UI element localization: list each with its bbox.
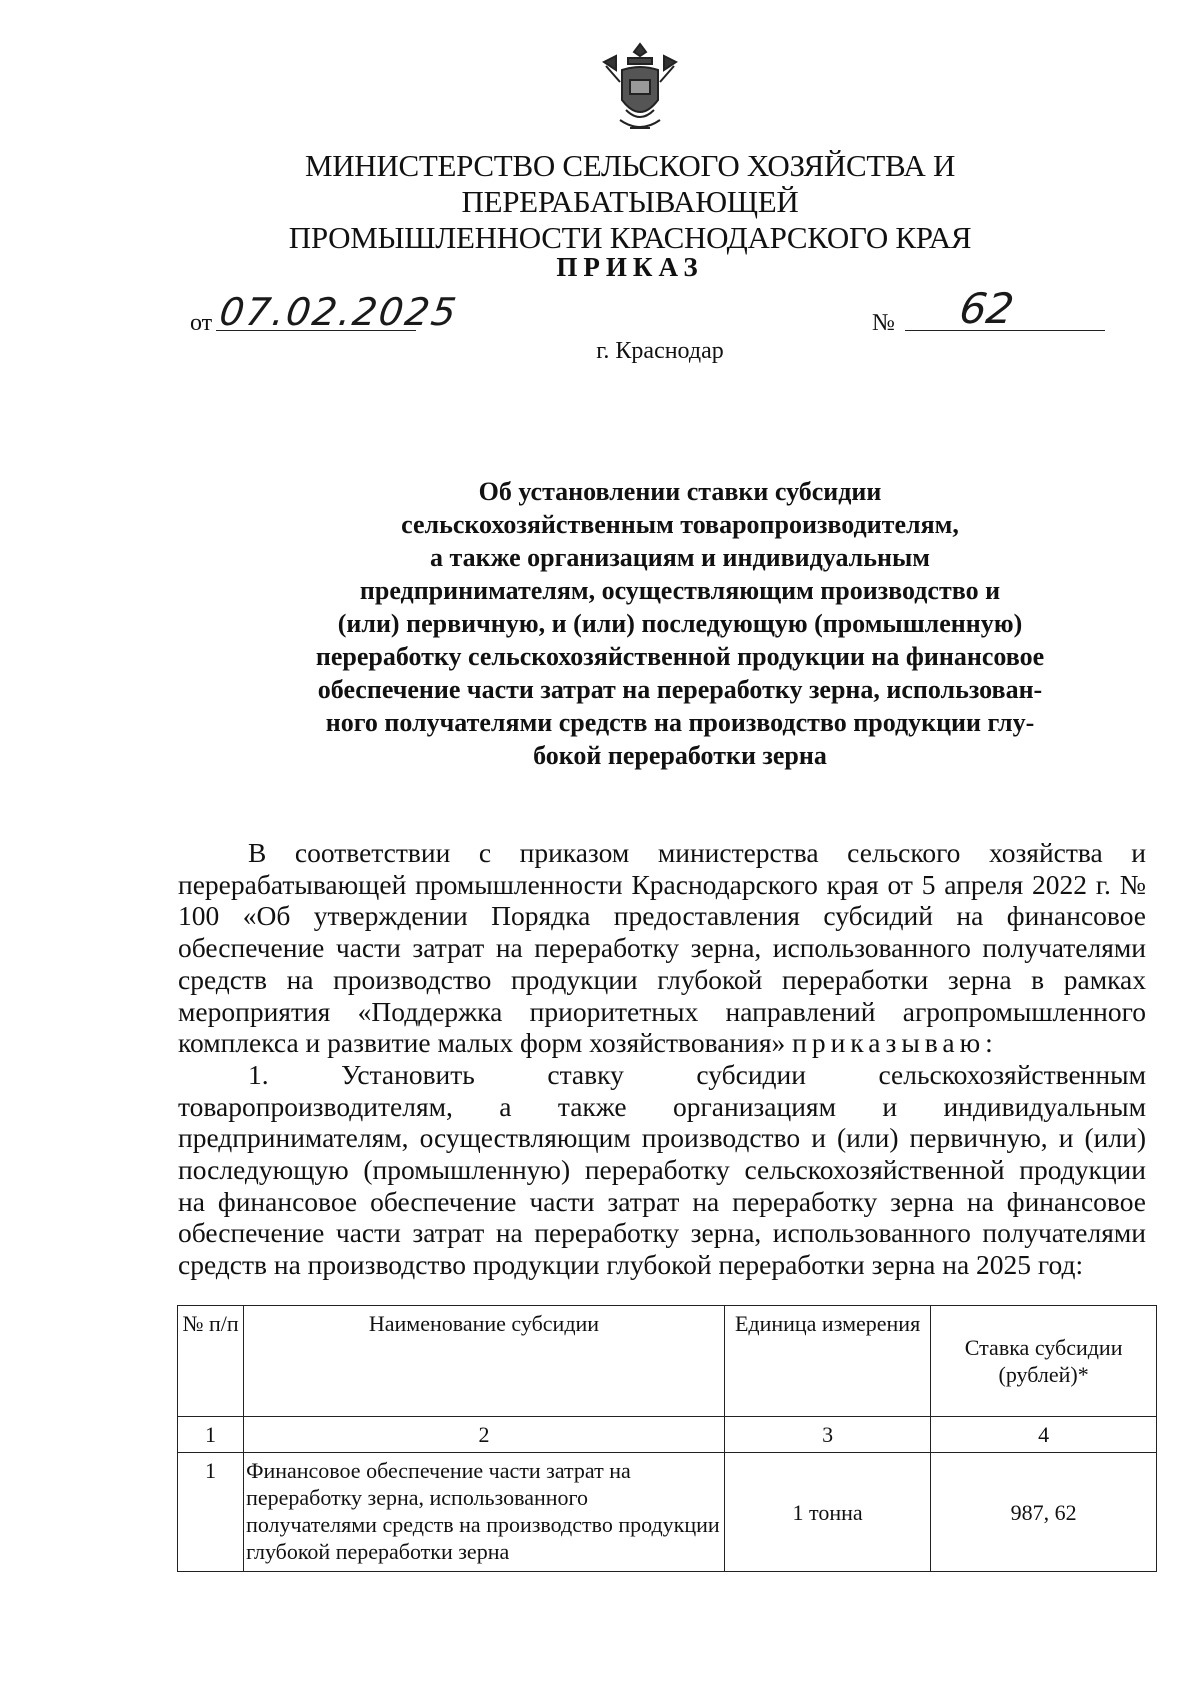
paragraph-preamble [178, 837, 1146, 1059]
number-handwritten: 62 [956, 284, 1017, 333]
header-cell-unit: Единица измерения [724, 1306, 930, 1417]
header-cell-number: № п/п [178, 1306, 244, 1417]
date-handwritten: 07.02.2025 [216, 290, 461, 334]
document-body [178, 837, 1146, 1281]
city: г. Краснодар [596, 338, 724, 364]
ministry-line-2: ПРОМЫШЛЕННОСТИ КРАСНОДАРСКОГО КРАЯ [288, 220, 972, 255]
title-line: переработку сельскохозяйственной продукции на финансовое [315, 642, 1045, 671]
row-number: 1 [178, 1453, 244, 1572]
title-line: Об установлении ставки субсидии [478, 477, 882, 506]
table-header-row [178, 1306, 1157, 1417]
column-number: 3 [724, 1417, 930, 1453]
table-column-number-row [178, 1417, 1157, 1453]
row-subsidy-name: Финансовое обеспечение части затрат на переработку зерна, использованного получателями средств на производство продукции глубокой переработки зерна [244, 1453, 725, 1572]
title-line: обеспечение части затрат на переработку зерна, использован- [317, 675, 1043, 704]
header-cell-rate: Ставка субсидии (рублей)* [931, 1306, 1157, 1417]
subsidy-rate-table [177, 1305, 1157, 1572]
title-line: а также организациям и индивидуальным [430, 543, 930, 572]
document-title [250, 475, 1110, 772]
paragraph-item-1: 1. Установить ставку субсидии сельскохозяйственным товаропроизводителям, а также организациям и индивидуальным предпринимателям, осуществляющим производство и (или) первичную, и (или) последующую (промышленную) переработку сельскохозяйственной продукции на финансовое обеспечение части затрат на переработку зерна на финансовое обеспечение части затрат на переработку зерна, использованного получателями средств на производство продукции глубокой переработки зерна на 2025 год: [178, 1058, 1146, 1281]
date-label: от [190, 310, 213, 336]
title-line: (или) первичную, и (или) последующую (промышленную) [337, 609, 1023, 638]
column-number: 4 [931, 1417, 1157, 1453]
row-rate: 987, 62 [931, 1453, 1157, 1572]
column-number: 2 [244, 1417, 725, 1453]
number-label: № [872, 310, 895, 336]
ministry-name [150, 148, 1110, 256]
document-type: ПРИКАЗ [556, 252, 704, 282]
title-line: бокой переработки зерна [533, 741, 827, 770]
table-row [178, 1453, 1157, 1572]
column-number: 1 [178, 1417, 244, 1453]
title-line: сельскохозяйственным товаропроизводителям, [401, 510, 959, 539]
title-line: предпринимателям, осуществляющим производство и [359, 576, 1001, 605]
row-unit: 1 тонна [724, 1453, 930, 1572]
preamble-text: В соответствии с приказом министерства сельского хозяйства и перерабатывающей промышленности Краснодарского края от 5 апреля 2022 г. № 100 «Об утверждении Порядка предоставления субсидий на финансовое обеспечение части затрат на переработку зерна, использованного получателями средств на производство продукции глубокой переработки зерна в рамках мероприятия «Поддержка приоритетных направлений агропромышленного комплекса и развитие малых форм хозяйствования» [178, 837, 1146, 1059]
ministry-line-1: МИНИСТЕРСТВО СЕЛЬСКОГО ХОЗЯЙСТВА И ПЕРЕРАБАТЫВАЮЩЕЙ [304, 148, 956, 219]
coat-of-arms-icon [600, 40, 680, 140]
header-cell-name: Наименование субсидии [244, 1306, 725, 1417]
order-keyword: приказываю: [792, 1027, 998, 1059]
title-line: ного получателями средств на производство продукции глу- [325, 708, 1035, 737]
